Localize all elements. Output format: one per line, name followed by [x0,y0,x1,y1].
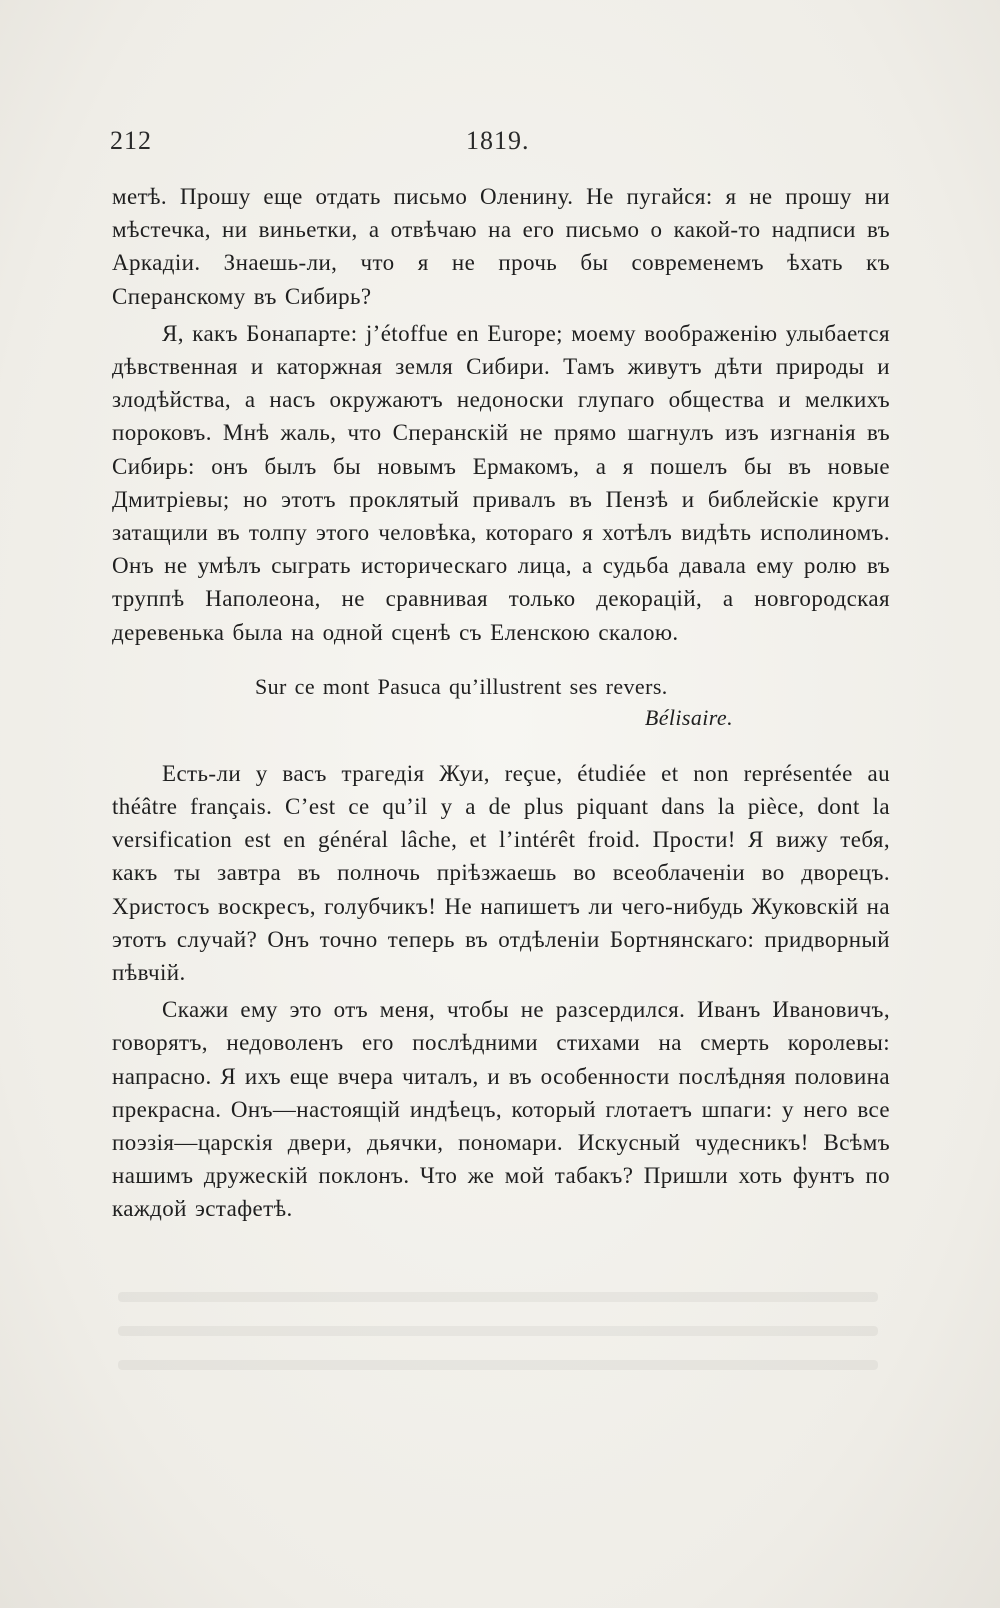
paragraph-1: метѣ. Прошу еще отдать письмо Оленину. Не пугайся: я не прошу ни мѣстечка, ни виньетки, а отвѣчаю на его письмо о какой-то надписи въ Аркадіи. Знаешь-ли, что я не прочь бы современемъ ѣхать къ Сперанскому въ Сибирь? [112,184,890,309]
quotation-attribution: Bélisaire. [644,704,733,730]
quotation-block [112,671,890,733]
show-through-bleed [118,1292,878,1412]
bleed-line [118,1360,878,1370]
running-head-year: 1819. [466,126,530,155]
quotation-line: Sur ce mont Pasuca qu’illustrent ses revers. [255,673,668,699]
paragraph-3: Есть-ли у васъ трагедія Жуи, reçue, étudiée et non représentée au théâtre français. C’est ce qu’il y a de plus piquant dans la pièce, dont la versification est en général lâche, et l’intérêt froid. Прости! Я вижу тебя, какъ ты завтра въ полночь пріѣзжаешь во всеоблаченіи во дворецъ. Христосъ воскресъ, голубчикъ! Не напишетъ ли чего-нибудь Жуковскій на этотъ случай? Онъ точно теперь въ отдѣленіи Бортнянскаго: придворный пѣвчій. [112,760,890,986]
bleed-line [118,1326,878,1336]
spacer [112,733,890,753]
page-number: 212 [110,126,152,155]
paragraph-2: Я, какъ Бонапарте: j’étoffue en Europe; моему воображенію улыбается дѣвственная и каторжная земля Сибири. Тамъ живутъ дѣти природы и злодѣйства, а насъ окружаютъ недоноски глупаго общества и мелкихъ пороковъ. Мнѣ жаль, что Сперанскій не прямо шагнулъ изъ изгнанія въ Сибирь: онъ былъ бы новымъ Ермакомъ, а я пошелъ бы въ новые Дмитріевы; но этотъ проклятый привалъ въ Пензѣ и библейскіе круги затащили въ толпу этого человѣка, котораго я хотѣлъ видѣть исполиномъ. Онъ не умѣлъ сыграть историческаго лица, а судьба давала ему ролю въ труппѣ Наполеона, не сравнивая только декорацій, а новгородская деревенька была на одной сценѣ съ Еленскою скалою. [112,320,890,645]
body-text [112,180,890,1226]
bleed-line [118,1292,878,1302]
page-header [110,126,890,166]
paragraph-4: Скажи ему это отъ меня, чтобы не разсердился. Иванъ Ивановичъ, говорятъ, недоволенъ его послѣдними стихами на смерть королевы: напрасно. Я ихъ еще вчера читалъ, и въ особенности послѣдняя половина прекрасна. Онъ—настоящій индѣецъ, который глотаетъ шпаги: у него все поэзія—царскія двери, дьячки, пономари. Искусный чудесникъ! Всѣмъ нашимъ дружескій поклонъ. Что же мой табакъ? Пришли хоть фунтъ по каждой эстафетѣ. [112,997,890,1222]
